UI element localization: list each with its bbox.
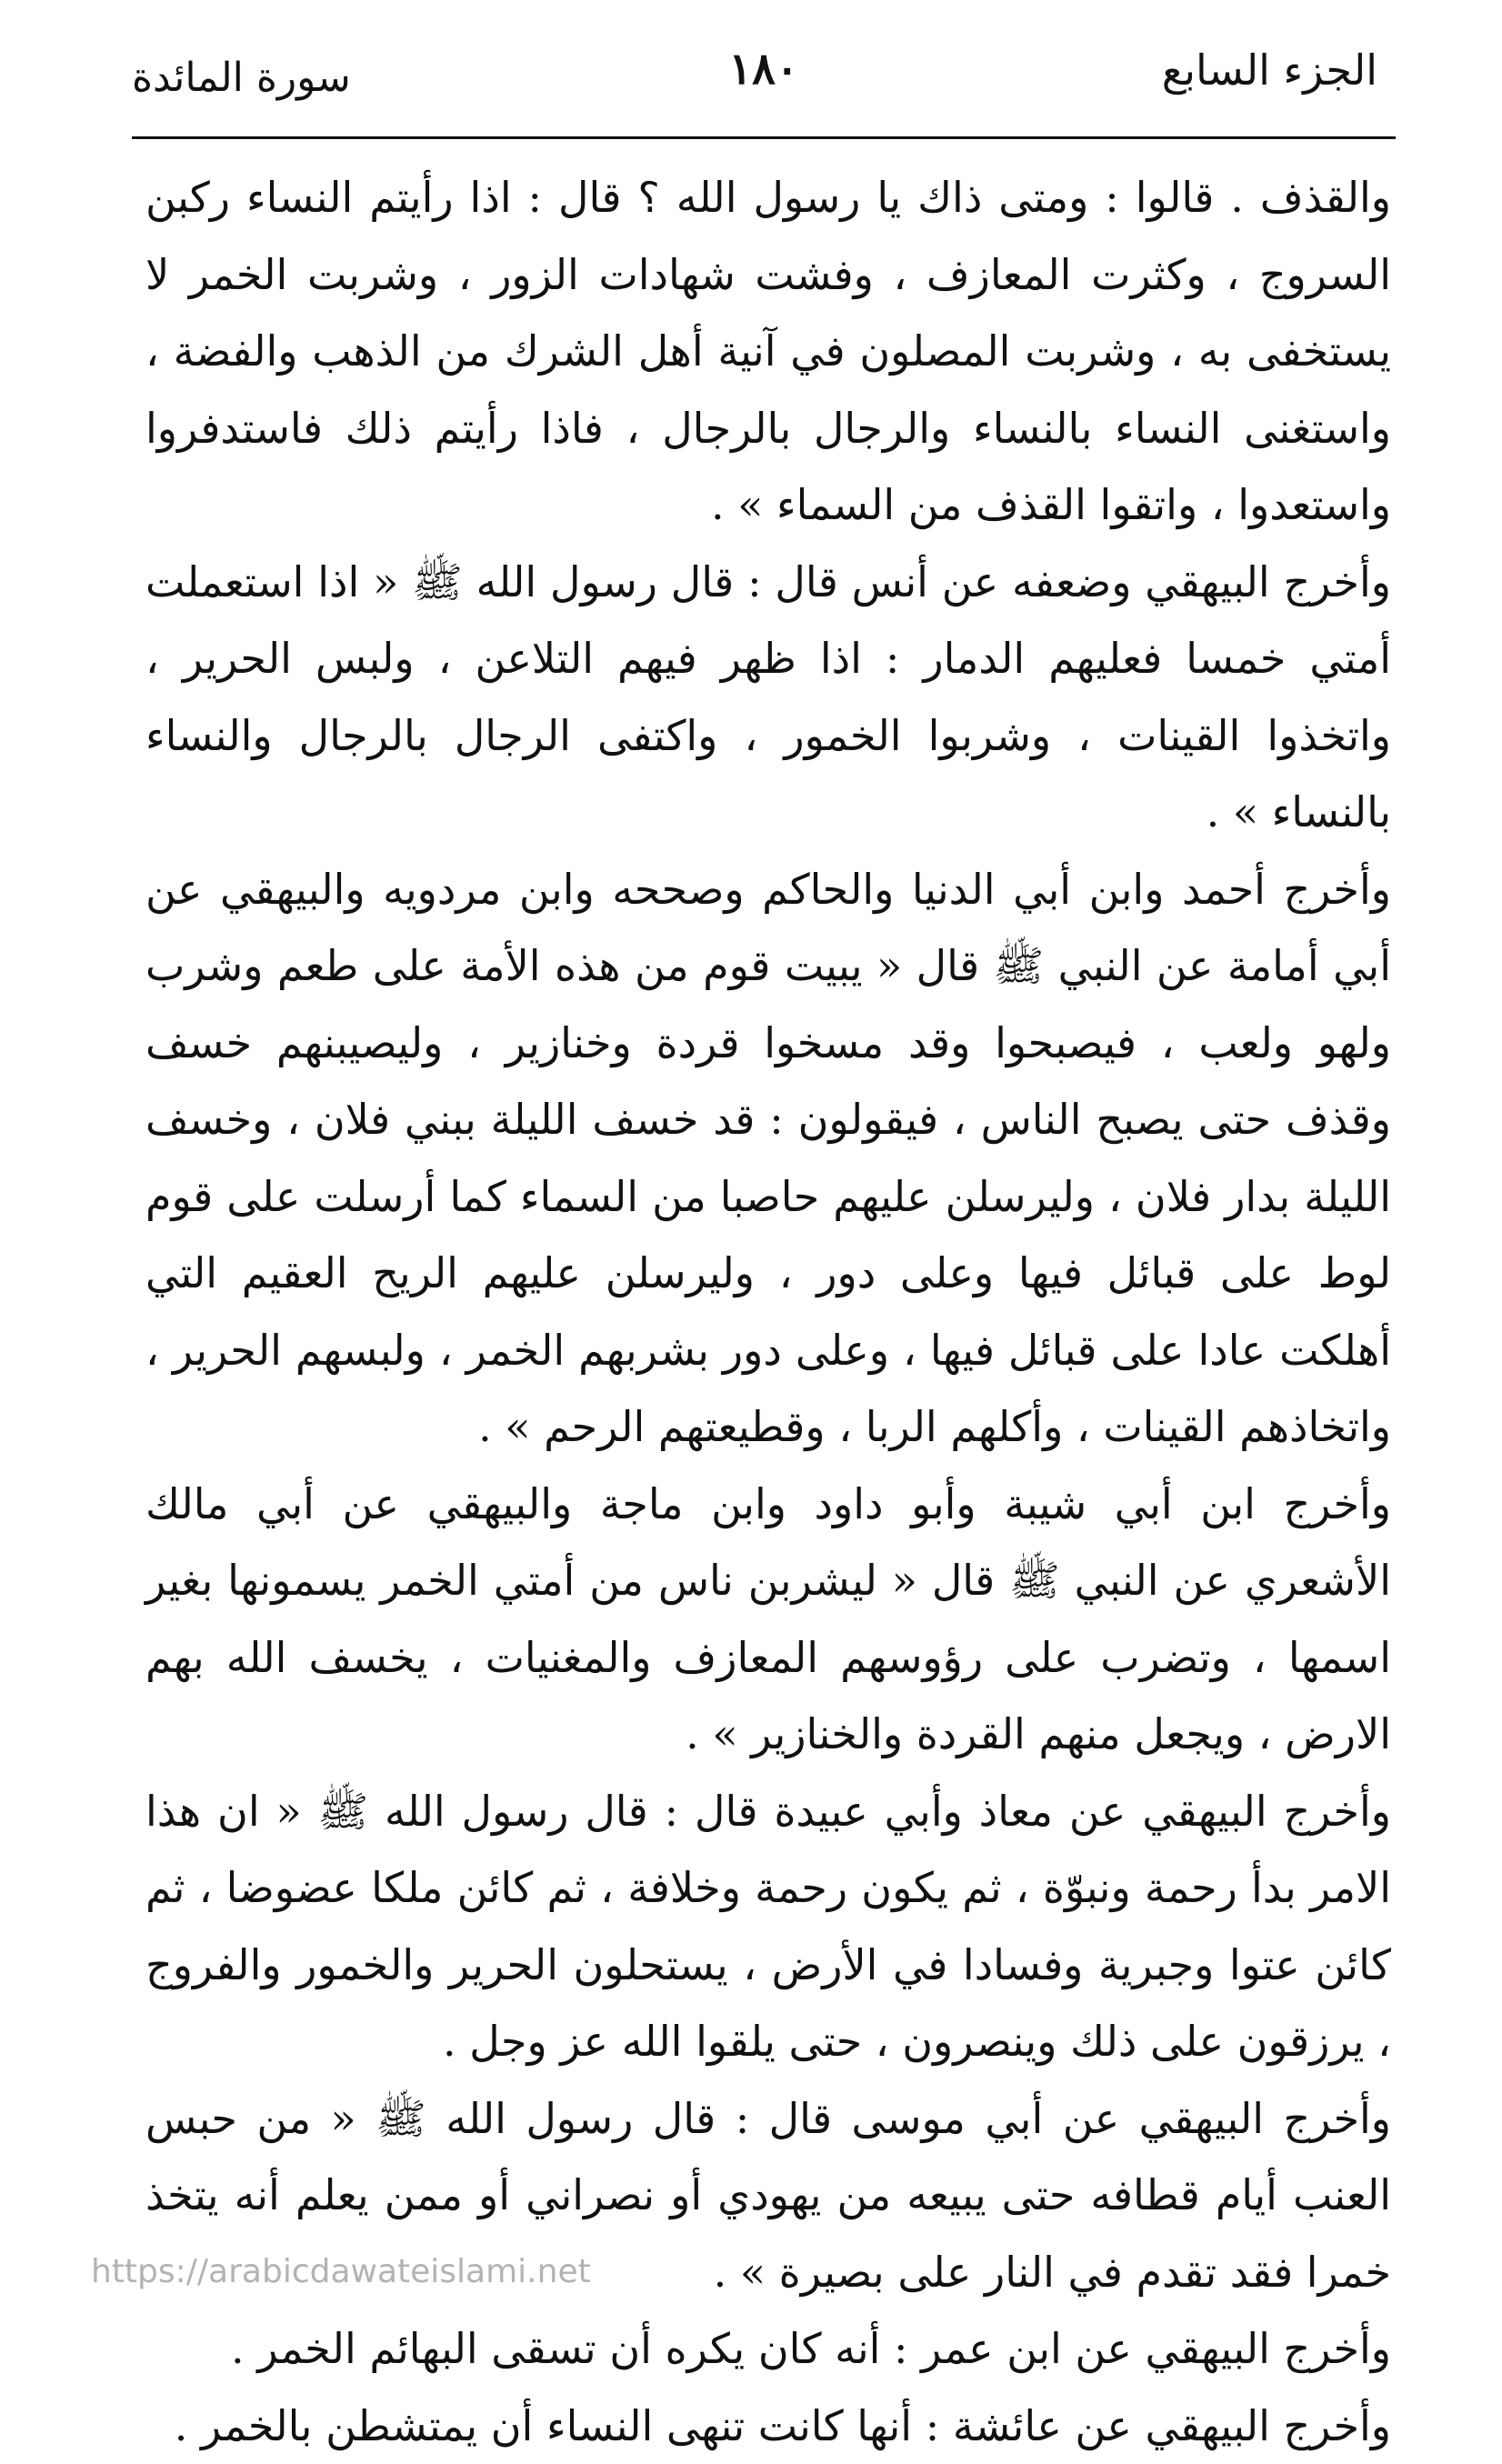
- paragraph-3: وأخرج أحمد وابن أبي الدنيا والحاكم وصححه وابن مردويه والبيهقي عن أبي أمامة عن النبي ﷺ قال « يبيت قوم من هذه الأمة على طعم وشرب ولهو ولعب ، فيصبحوا وقد مسخوا قردة وخنازير ، وليصيبنهم خسف وقذف حتى يصبح الناس ، فيقولون : قد خسف الليلة ببني فلان ، وخسف الليلة بدار فلان ، وليرسلن عليهم حاصبا من السماء كما أرسلت على قوم لوط على قبائل فيها وعلى دور ، وليرسلن عليهم الريح العقيم التي أهلكت عادا على قبائل فيها ، وعلى دور بشربهم الخمر ، ولبسهم الحرير ، واتخاذهم القينات ، وأكلهم الربا ، وقطيعتهم الرحم » .: [145, 851, 1391, 1466]
- paragraph-6: وأخرج البيهقي عن أبي موسى قال : قال رسول الله ﷺ « من حبس العنب أيام قطافه حتى يبيعه من يهودي أو نصراني أو ممن يعلم أنه يتخذ خمرا فقد تقدم في النار على بصيرة » .: [145, 2080, 1391, 2311]
- paragraph-5: وأخرج البيهقي عن معاذ وأبي عبيدة قال : قال رسول الله ﷺ « ان هذا الامر بدأ رحمة ونبوّة ، ثم يكون رحمة وخلافة ، ثم كائن ملكا عضوضا ، ثم كائن عتوا وجبرية وفسادا في الأرض ، يستحلون الحرير والخمور والفروج ، يرزقون على ذلك وينصرون ، حتى يلقوا الله عز وجل .: [145, 1773, 1391, 2080]
- paragraph-7: وأخرج البيهقي عن ابن عمر : أنه كان يكره أن تسقى البهائم الخمر .: [145, 2310, 1391, 2388]
- header-divider: [132, 136, 1396, 139]
- paragraph-4: وأخرج ابن أبي شيبة وأبو داود وابن ماجة والبيهقي عن أبي مالك الأشعري عن النبي ﷺ قال « ليشربن ناس من أمتي الخمر يسمونها بغير اسمها ، وتضرب على رؤوسهم المعازف والمغنيات ، يخسف الله بهم الارض ، ويجعل منهم القردة والخنازير » .: [145, 1466, 1391, 1773]
- surah-label: سورة المائدة: [132, 55, 351, 101]
- watermark-url: https://arabicdawateislami.net: [91, 2253, 591, 2290]
- page-number: ١٨٠: [728, 44, 798, 95]
- part-label: الجزء السابع: [1162, 45, 1377, 95]
- paragraph-2: وأخرج البيهقي وضعفه عن أنس قال : قال رسول الله ﷺ « اذا استعملت أمتي خمسا فعليهم الدمار : اذا ظهر فيهم التلاعن ، ولبس الحرير ، واتخذوا القينات ، وشربوا الخمور ، واكتفى الرجال بالرجال والنساء بالنساء » .: [145, 544, 1391, 851]
- page-header: [132, 36, 1396, 132]
- page-body: [145, 159, 1391, 2464]
- paragraph-8: وأخرج البيهقي عن عائشة : أنها كانت تنهى النساء أن يمتشطن بالخمر .: [145, 2388, 1391, 2464]
- paragraph-1: والقذف . قالوا : ومتى ذاك يا رسول الله ؟ قال : اذا رأيتم النساء ركبن السروج ، وكثرت المعازف ، وفشت شهادات الزور ، وشربت الخمر لا يستخفى به ، وشربت المصلون في آنية أهل الشرك من الذهب والفضة ، واستغنى النساء بالنساء والرجال بالرجال ، فاذا رأيتم ذلك فاستدفروا واستعدوا ، واتقوا القذف من السماء » .: [145, 159, 1391, 544]
